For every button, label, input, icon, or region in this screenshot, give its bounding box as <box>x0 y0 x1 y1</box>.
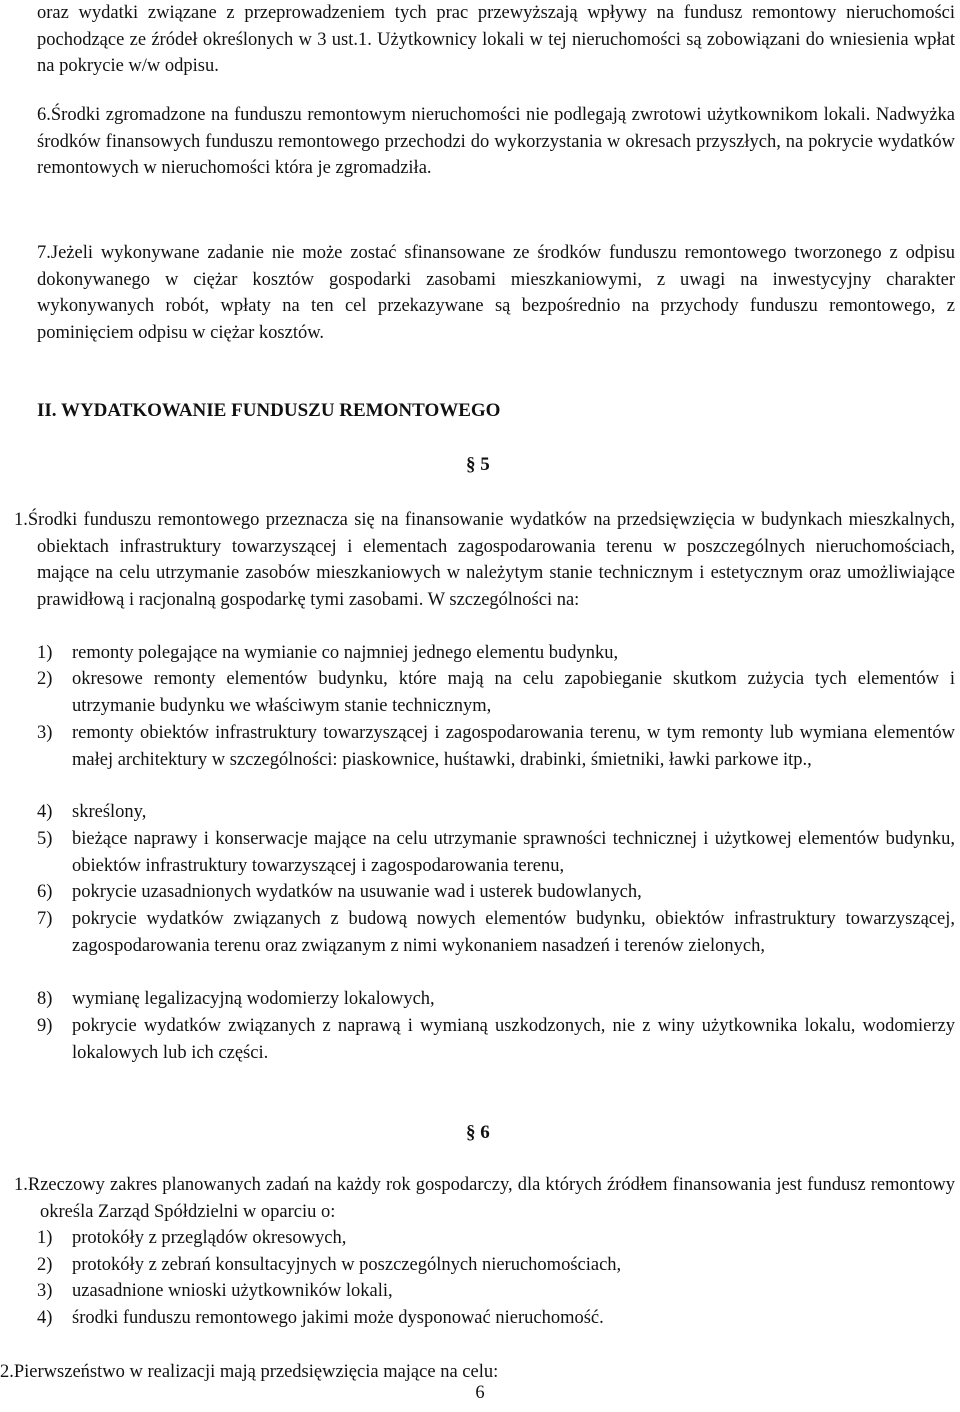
list-item <box>37 1252 955 1279</box>
list-item-text: środki funduszu remontowego jakimi może dysponować nieruchomość. <box>72 1308 604 1328</box>
list-item-number: 1) <box>37 643 53 663</box>
list-item-number: 5) <box>37 829 53 849</box>
list-item-text: pokrycie wydatków związanych z budową nowych elementów budynku, obiektów infrastruktury towarzyszącej, zagospodarowania terenu oraz związanym z nimi wykonaniem nasadzeń i terenów zielonych, <box>72 909 955 956</box>
list-item-number: 7) <box>37 909 53 929</box>
list-item <box>37 799 955 826</box>
list-item <box>37 986 955 1013</box>
list-item-text: remonty polegające na wymianie co najmniej jednego elementu budynku, <box>72 643 619 663</box>
list-item-text: protokóły z przeglądów okresowych, <box>72 1228 347 1248</box>
list-item-number: 4) <box>37 1308 53 1328</box>
list-item-number: 1) <box>37 1228 53 1248</box>
list-item-number: 2) <box>37 669 53 689</box>
paragraph-6: 6.Środki zgromadzone na funduszu remontowym nieruchomości nie podlegają zwrotowi użytkownikom lokali. Nadwyżka środków finansowych funduszu remontowego przechodzi do wykorzystania w okresach przyszłych, na pokrycie wydatków remontowych w nieruchomości która je zgromadziła. <box>37 105 955 179</box>
list-item <box>37 720 955 773</box>
list-item-number: 3) <box>37 723 53 743</box>
page-number: 6 <box>475 1383 485 1403</box>
list-item-number: 2) <box>37 1255 53 1275</box>
section-heading: II. WYDATKOWANIE FUNDUSZU REMONTOWEGO <box>37 400 501 421</box>
list-item-text: bieżące naprawy i konserwacje mające na celu utrzymanie sprawności technicznej i użytkowej elementów budynku, obiektów infrastruktury towarzyszącej i zagospodarowania terenu, <box>72 829 955 876</box>
list-item-text: uzasadnione wnioski użytkowników lokali, <box>72 1281 393 1301</box>
list-item-number: 4) <box>37 802 53 822</box>
list-item <box>37 666 955 719</box>
section6-paragraph-2: 2.Pierwszeństwo w realizacji mają przedsięwzięcia mające na celu: <box>0 1362 499 1382</box>
section-mark-6: § 6 <box>466 1122 490 1143</box>
list-item <box>37 640 955 667</box>
list-item-number: 9) <box>37 1016 53 1036</box>
list-item-text: wymianę legalizacyjną wodomierzy lokalowych, <box>72 989 435 1009</box>
list-item-number: 3) <box>37 1281 53 1301</box>
section6-paragraph-1-text: 1.Rzeczowy zakres planowanych zadań na każdy rok gospodarczy, dla których źródłem finansowania jest fundusz remontowy określa Zarząd Spółdzielni w oparciu o: <box>14 1175 955 1222</box>
list-item <box>37 906 955 959</box>
list-item-text: skreślony, <box>72 802 147 822</box>
list-item-number: 6) <box>37 882 53 902</box>
list-item-text: pokrycie uzasadnionych wydatków na usuwanie wad i usterek budowlanych, <box>72 882 642 902</box>
list-item <box>37 1305 955 1332</box>
list-item-text: protokóły z zebrań konsultacyjnych w poszczególnych nieruchomościach, <box>72 1255 622 1275</box>
list-item-text: remonty obiektów infrastruktury towarzyszącej i zagospodarowania terenu, w tym remonty lub wymiana elementów małej architektury w szczególności: piaskownice, huśtawki, drabinki, śmietniki, ławki parkowe itp., <box>72 723 955 770</box>
section-mark-5: § 5 <box>466 454 490 475</box>
list-item <box>37 1225 955 1252</box>
section5-paragraph-1-text: 1.Środki funduszu remontowego przeznacza się na finansowanie wydatków na przedsięwzięcia w budynkach mieszkalnych, obiektach infrastruktury towarzyszącej i elementach zagospodarowania terenu w poszczególnych nieruchomościach, mające na celu utrzymanie zasobów mieszkaniowych w należytym stanie technicznym i estetycznym oraz umożliwiające prawidłową i racjonalną gospodarkę tymi zasobami. W szczególności na: <box>14 510 955 610</box>
section6-paragraph-1 <box>14 1172 955 1225</box>
list-item <box>37 826 955 879</box>
paragraph-7: 7.Jeżeli wykonywane zadanie nie może zostać sfinansowane ze środków funduszu remontowego tworzonego z odpisu dokonywanego w ciężar kosztów gospodarki zasobami mieszkaniowymi, z uwagi na inwestycyjny charakter wykonywanych robót, wpłaty na ten cel przekazywane są bezpośrednio na przychody funduszu remontowego, z pominięciem odpisu w ciężar kosztów. <box>37 243 955 343</box>
section5-paragraph-1 <box>14 507 955 613</box>
list-item-text: pokrycie wydatków związanych z naprawą i wymianą uszkodzonych, nie z winy użytkownika lokalu, wodomierzy lokalowych lub ich części. <box>72 1016 955 1063</box>
paragraph-continuation: oraz wydatki związane z przeprowadzeniem tych prac przewyższają wpływy na fundusz remontowy nieruchomości pochodzące ze źródeł określonych w 3 ust.1. Użytkownicy lokali w tej nieruchomości są zobowiązani do wniesienia wpłat na pokrycie w/w odpisu. <box>37 3 955 77</box>
list-item <box>37 879 955 906</box>
list-item-number: 8) <box>37 989 53 1009</box>
list-item <box>37 1278 955 1305</box>
list-item <box>37 1013 955 1066</box>
list-item-text: okresowe remonty elementów budynku, które mają na celu zapobieganie skutkom zużycia tych elementów i utrzymanie budynku we właściwym stanie technicznym, <box>72 669 955 716</box>
